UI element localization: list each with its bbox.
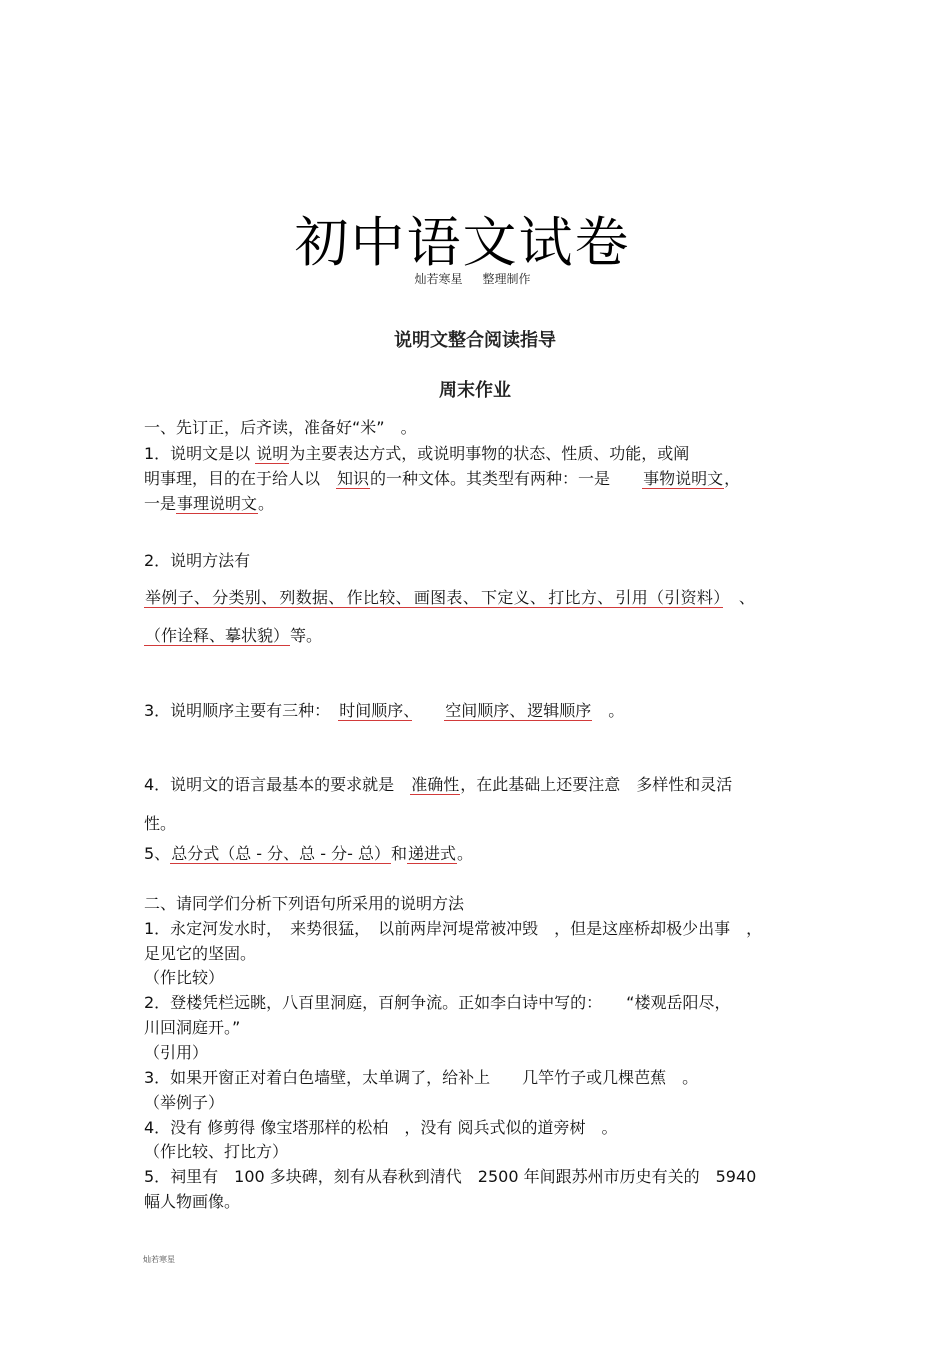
method-item: 下定义、	[481, 588, 547, 607]
method-item: 作比较、	[346, 588, 412, 607]
byline	[0, 270, 945, 287]
document-title: 初中语文试卷	[294, 211, 631, 274]
q5-answer-2: 递进式	[407, 844, 456, 863]
q1-line1	[144, 443, 689, 465]
item-line: 足见它的坚固。	[144, 944, 257, 963]
method-item: 举例子、	[145, 588, 211, 607]
item-line: 幅人物画像。	[144, 1192, 241, 1211]
q2-end: 、	[738, 588, 756, 607]
q1-text: 1．说明文是以	[144, 444, 251, 463]
q2-methods	[144, 587, 755, 609]
q1-text: 明事理，目的在于给人以	[144, 469, 321, 488]
section2-intro: 二、请同学们分析下列语句所采用的说明方法	[144, 894, 465, 913]
method-extra: （作诠释、摹状貌）	[145, 626, 290, 645]
item-answer: （举例子）	[144, 1093, 225, 1112]
item-line: 2．登楼凭栏远眺，八百里洞庭，百舸争流。正如李白诗中写的： “楼观岳阳尽，	[144, 993, 731, 1012]
q3-answer-3: 逻辑顺序	[527, 701, 592, 720]
q1-answer-3: 事物说明文	[643, 469, 724, 488]
q3-label: 3．说明顺序主要有三种：	[144, 701, 323, 720]
q1-text: 的一种文体。其类型有两种：一是	[370, 469, 611, 488]
section-subheading: 周末作业	[439, 380, 511, 401]
q1-text: 。	[258, 494, 275, 513]
item-answer: （引用）	[144, 1043, 209, 1062]
q5-line	[144, 843, 473, 865]
q1-text: ，	[724, 469, 741, 488]
q1-text: 一是	[144, 494, 177, 513]
q3-end: 。	[608, 701, 625, 720]
byline-note: 整理制作	[482, 272, 531, 286]
q3-answer-2: 空间顺序、	[445, 701, 526, 720]
q2-tail: 等。	[290, 626, 323, 645]
item-line: 1．永定河发水时， 来势很猛， 以前两岸河堤常被冲毁 ，但是这座桥却极少出事 ，	[144, 919, 763, 938]
q4-mid: ，在此基础上还要注意	[460, 775, 621, 794]
q4-cont: 性。	[144, 814, 177, 833]
q1-line2	[144, 468, 740, 490]
q1-answer-2: 知识	[337, 469, 370, 488]
q4-answer-2: 多样性和灵活	[636, 775, 733, 794]
q1-line3	[144, 493, 274, 515]
method-item: 打比方、	[548, 588, 614, 607]
q5-label: 5、	[144, 844, 171, 863]
method-item: 列数据、	[279, 588, 345, 607]
author: 灿若寒星	[414, 272, 463, 286]
q1-answer-1: 说明	[256, 444, 289, 463]
q1-text: 为主要表达方式，或说明事物的状态、性质、功能，或阐	[289, 444, 690, 463]
q5-mid: 和	[390, 844, 407, 863]
q2-label: 2．说明方法有	[144, 551, 251, 570]
item-line: 4．没有 修剪得 像宝塔那样的松柏 ，没有 阅兵式似的道旁树 。	[144, 1118, 618, 1137]
item-line: 5．祠里有 100 多块碑，刻有从春秋到清代 2500 年间跟苏州市历史有关的 5940	[144, 1167, 757, 1186]
q2-line2	[144, 625, 322, 647]
q5-answer-1: 总分式（总 - 分、总 - 分- 总）	[171, 844, 390, 863]
section1-intro: 一、先订正，后齐读，准备好“米” 。	[144, 418, 417, 437]
q1-answer-4: 事理说明文	[177, 494, 258, 513]
item-answer: （作比较）	[144, 968, 225, 987]
item-line: 3．如果开窗正对着白色墙壁，太单调了，给补上 几竿竹子或几棵芭蕉 。	[144, 1068, 699, 1087]
section-heading: 说明文整合阅读指导	[394, 330, 556, 351]
method-item: 分类别、	[212, 588, 278, 607]
q4-line	[144, 774, 732, 796]
q3-line	[144, 700, 624, 722]
method-item: 引用（引资料）	[615, 588, 722, 607]
q5-end: 。	[456, 844, 473, 863]
page-footer: 灿若寒星	[143, 1255, 175, 1264]
method-item: 画图表、	[413, 588, 480, 607]
item-answer: （作比较、打比方）	[144, 1142, 289, 1161]
q4-label: 4．说明文的语言最基本的要求就是	[144, 775, 395, 794]
item-line: 川回洞庭开。”	[144, 1018, 241, 1037]
q4-answer-1: 准确性	[411, 775, 460, 794]
q3-answer-1: 时间顺序、	[339, 701, 412, 720]
